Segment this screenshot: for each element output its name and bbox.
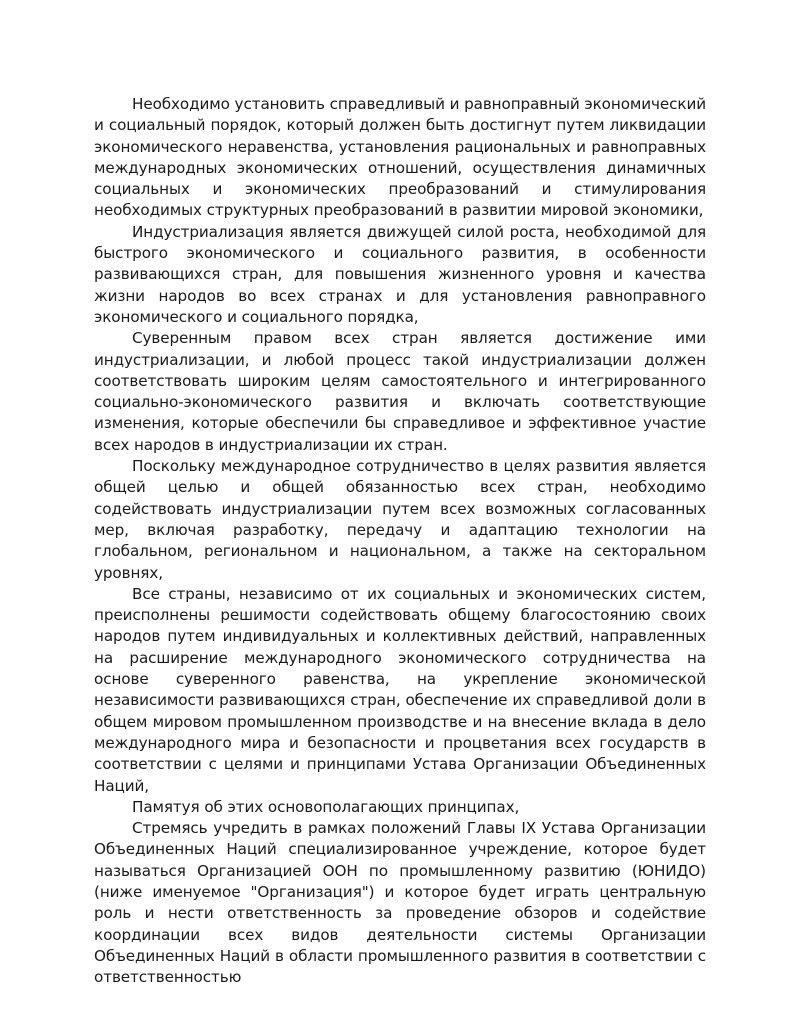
paragraph-2: Индустриализация является движущей силой роста, необходимой для быстрого экономического и социального развития, в особенности развивающихся стран, для повышения жизненного уровня и качества жизни народов во всех странах и для установления равноправного экономического и социального порядка, <box>94 222 706 326</box>
paragraph-7: Стремясь учредить в рамках положений Главы IX Устава Организации Объединенных Наций специализированное учреждение, которое будет называться Организацией ООН по промышленному развитию (ЮНИДО) (ниже именуемое "Организация") и которое будет играть центральную роль и нести ответственность за проведение обзоров и содействие координации всех видов деятельности системы Организации Объединенных Наций в области промышленного развития в соответствии с ответственностью <box>94 819 706 987</box>
paragraph-5: Все страны, независимо от их социальных и экономических систем, преисполнены решимости содействовать общему благосостоянию своих народов путем индивидуальных и коллективных действий, направленных на расширение международного экономического сотрудничества на основе суверенного равенства, на укрепление экономической независимости развивающихся стран, обеспечение их справедливой доли в общем мировом промышленном производстве и на внесение вклада в дело международного мира и безопасности и процветания всех государств в соответствии с целями и принципами Устава Организации Объединенных Наций, <box>94 584 706 795</box>
paragraph-4: Поскольку международное сотрудничество в целях развития является общей целью и общей обязанностью всех стран, необходимо содействовать индустриализации путем всех возможных согласованных мер, включая разработку, передачу и адаптацию технологии на глобальном, региональном и национальном, а также на секторальном уровнях, <box>94 457 706 582</box>
paragraph-1: Необходимо установить справедливый и равноправный экономический и социальный порядок, который должен быть достигнут путем ликвидации экономического неравенства, установления рациональных и равноправных международных экономических отношений, осуществления динамичных социальных и экономических преобразований и стимулирования необходимых структурных преобразований в развитии мировой экономики, <box>94 95 706 220</box>
paragraph-3: Суверенным правом всех стран является достижение ими индустриализации, и любой процесс такой индустриализации должен соответствовать широким целям самостоятельного и интегрированного социально-экономического развития и включать соответствующие изменения, которые обеспечили бы справедливое и эффективное участие всех народов в индустриализации их стран. <box>94 329 706 454</box>
paragraph-6: Памятуя об этих основополагающих принципах, <box>132 797 520 816</box>
document-page <box>94 94 706 988</box>
